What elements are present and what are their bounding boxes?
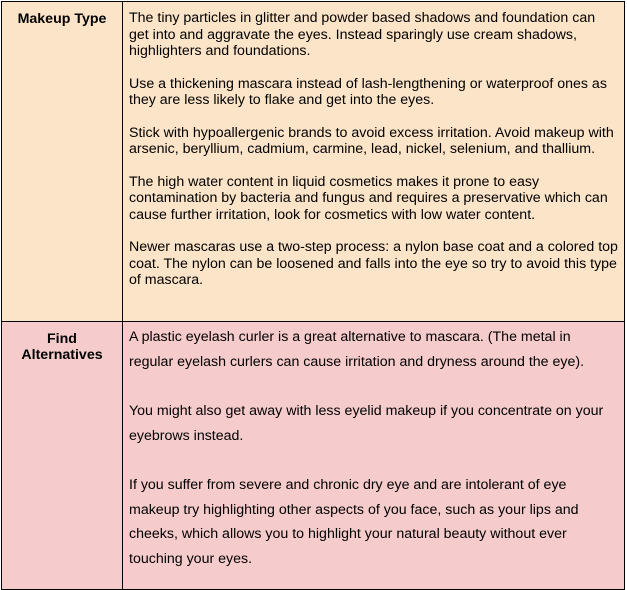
table-row-find-alternatives [2,322,625,590]
tip-paragraph: If you suffer from severe and chronic dry eye and are intolerant of eye makeup try highlighting other aspects of you face, such as your lips and cheeks, which allows you to highlight your natural beauty without ever touching your eyes. [129,477,579,567]
tip-paragraph: Stick with hypoallergenic brands to avoid excess irritation. Avoid makeup with arsenic, beryllium, cadmium, carmine, lead, nickel, selenium, and thallium. [129,124,614,157]
row-content [123,322,625,590]
table-row-makeup-type [2,2,625,322]
tip-paragraph: The tiny particles in glitter and powder based shadows and foundation can get into and aggravate the eyes. Instead sparingly use cream shadows, highlighters and foundations. [129,10,596,59]
tip-paragraph: The high water content in liquid cosmetics makes it prone to easy contamination by bacteria and fungus and requires a preservative which can cause further irritation, look for cosmetics with low water content. [129,173,608,223]
tip-paragraph: A plastic eyelash curler is a great alternative to mascara. (The metal in regular eyelash curlers can cause irritation and dryness around the eye). [129,329,585,370]
makeup-tips-table [1,1,625,590]
row-label: Find Alternatives [2,322,123,590]
row-label: Makeup Type [2,2,123,322]
tip-paragraph: Newer mascaras use a two-step process: a nylon base coat and a colored top coat. The nylon can be loosened and falls into the eye so try to avoid this type of mascara. [129,239,618,288]
tip-paragraph: You might also get away with less eyelid makeup if you concentrate on your eyebrows instead. [129,403,604,444]
row-content [123,2,625,322]
tip-paragraph: Use a thickening mascara instead of lash-lengthening or waterproof ones as they are less likely to flake and get into the eyes. [129,75,607,108]
